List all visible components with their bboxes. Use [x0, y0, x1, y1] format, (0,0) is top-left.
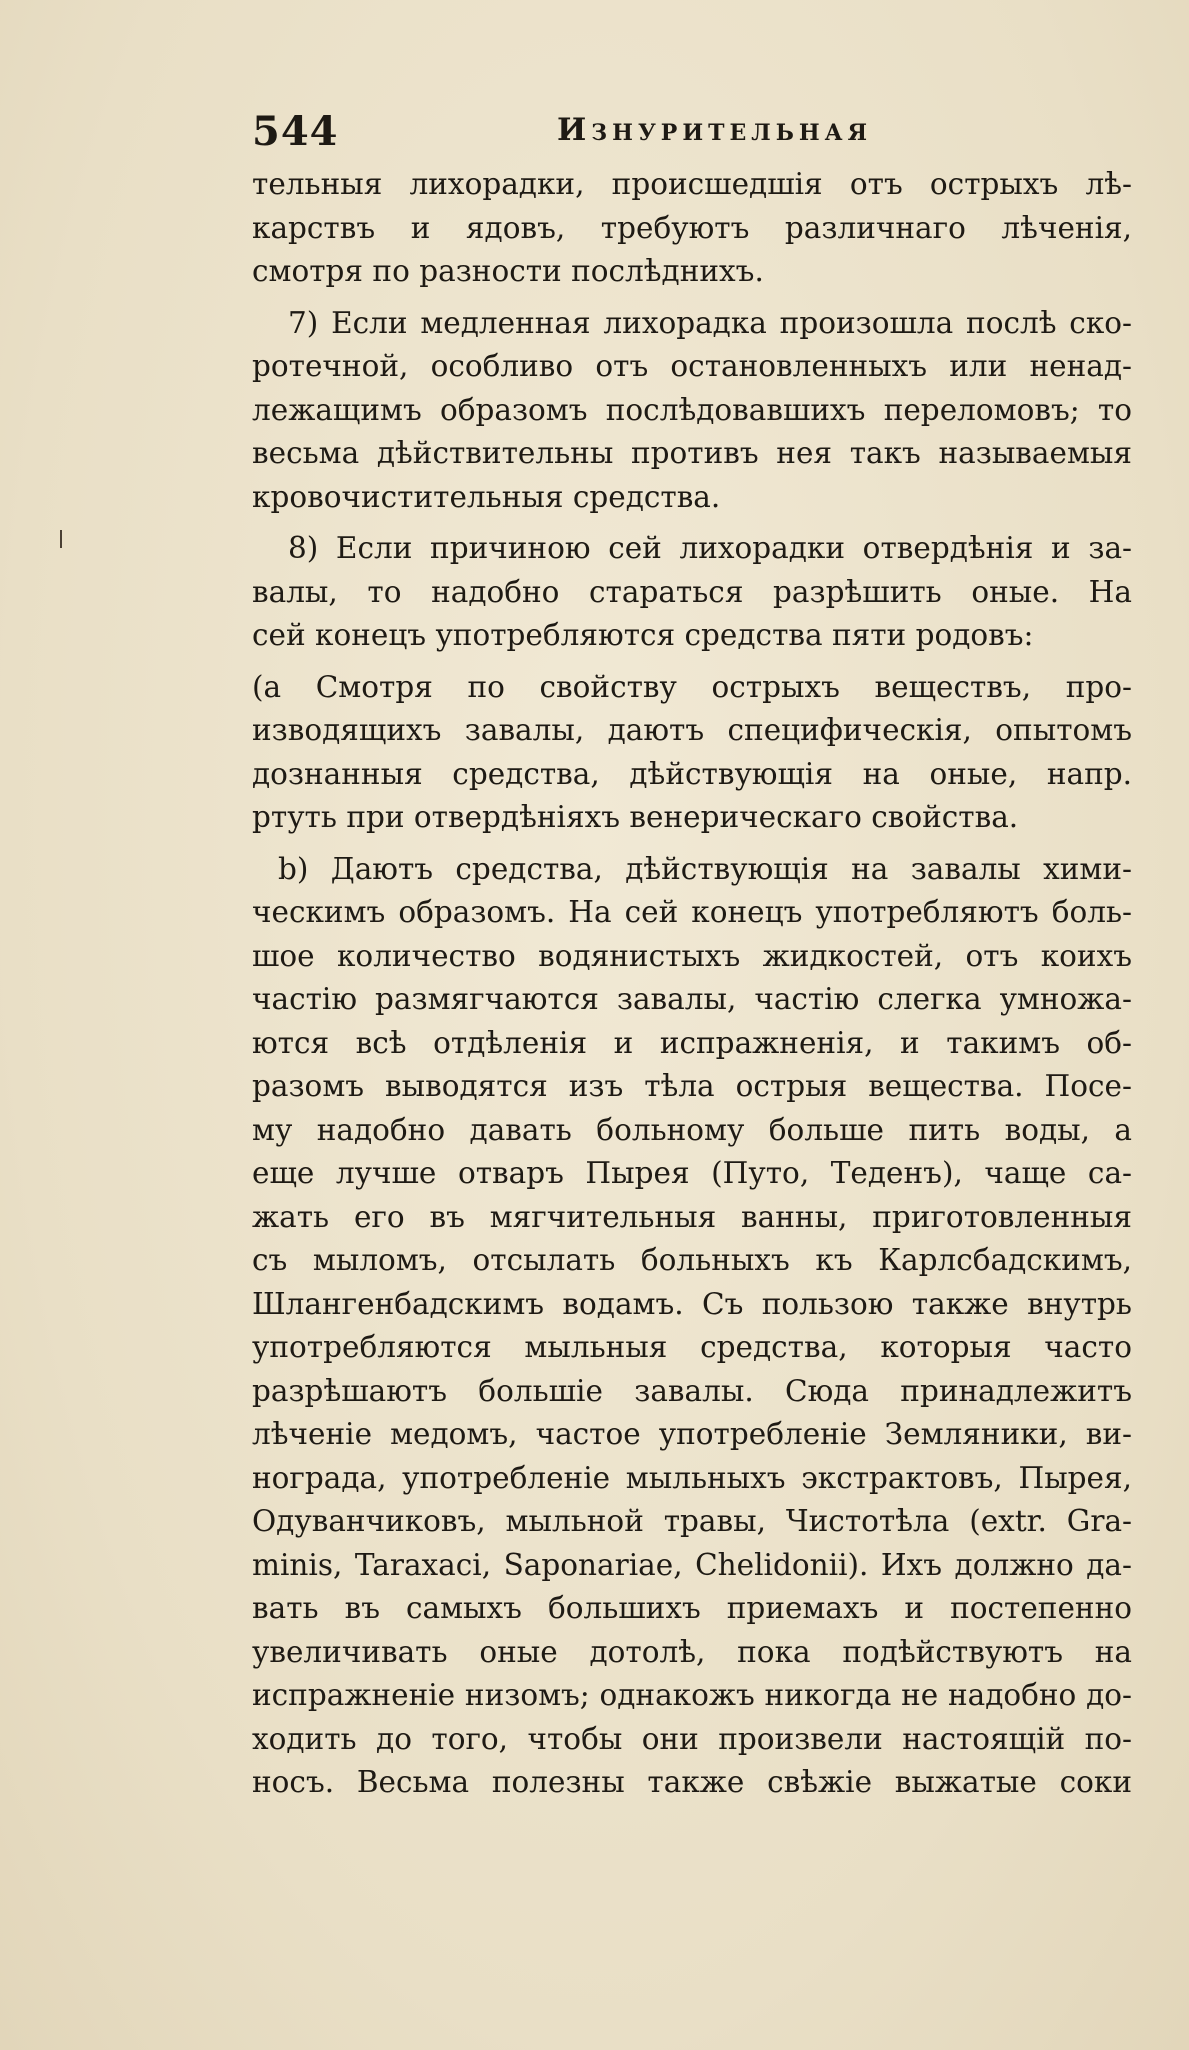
- text-line: ротечной, особливо отъ остановленныхъ или ненад-: [252, 349, 1132, 383]
- text-line: карствъ и ядовъ, требуютъ различнаго лѣченія,: [252, 210, 1132, 245]
- text-line: b) Даютъ средства, дѣйствующія на завалы хими-: [278, 851, 1132, 886]
- margin-mark: [60, 530, 62, 548]
- text-line: испражненіе низомъ; однакожъ никогда не надобно до-: [252, 1678, 1132, 1712]
- text-line: ются всѣ отдѣленія и испражненія, и такимъ об-: [252, 1025, 1132, 1060]
- text-line: нограда, употребленіе мыльныхъ экстрактовъ, Пырея,: [252, 1460, 1132, 1495]
- running-title: Изнурительная: [557, 112, 872, 148]
- text-line: ртуть при отвердѣніяхъ венерическаго свойства.: [252, 800, 1019, 834]
- text-line: лежащимъ образомъ послѣдовавшихъ переломовъ; то: [252, 392, 1132, 427]
- text-line: шое количество водянистыхъ жидкостей, отъ коихъ: [252, 938, 1132, 973]
- text-line: ходить до того, чтобы они произвели настоящій по-: [252, 1721, 1132, 1756]
- text-line: (а Смотря по свойству острыхъ веществъ, про-: [252, 669, 1132, 704]
- page-number: 544: [252, 108, 339, 155]
- text-line: употребляются мыльныя средства, которыя часто: [252, 1330, 1132, 1364]
- text-line: сей конецъ употребляются средства пяти родовъ:: [252, 618, 1034, 652]
- text-line: носъ. Весьма полезны также свѣжіе выжатые соки: [252, 1765, 1132, 1799]
- text-line: ческимъ образомъ. На сей конецъ употребляютъ боль-: [252, 895, 1132, 929]
- text-line: смотря по разности послѣднихъ.: [252, 254, 764, 288]
- text-line: тельныя лихорадки, происшедшія отъ острыхъ лѣ-: [252, 167, 1132, 201]
- text-line: му надобно давать больному больше пить воды, а: [252, 1112, 1132, 1147]
- text-line: 7) Если медленная лихорадка произошла послѣ ско-: [288, 305, 1132, 340]
- text-line: еще лучше отваръ Пырея (Путо, Теденъ), чаще са-: [252, 1156, 1132, 1190]
- text-line: частію размягчаются завалы, частію слегка умножа-: [252, 982, 1132, 1016]
- text-line: жать его въ мягчительныя ванны, приготовленныя: [252, 1199, 1132, 1234]
- text-line: дознанныя средства, дѣйствующія на оные, напр.: [252, 756, 1132, 791]
- body-text: [252, 163, 1132, 1805]
- text-line: лѣченіе медомъ, частое употребленіе Земляники, ви-: [252, 1417, 1132, 1451]
- page-header: [252, 108, 1132, 158]
- text-line: 8) Если причиною сей лихорадки отвердѣнія и за-: [288, 531, 1132, 565]
- text-line: вать въ самыхъ большихъ приемахъ и постепенно: [252, 1591, 1132, 1625]
- text-line: Шлангенбадскимъ водамъ. Съ пользою также внутрь: [252, 1286, 1132, 1321]
- text-line: увеличивать оные дотолѣ, пока подѣйствуютъ на: [252, 1634, 1132, 1669]
- text-line: Одуванчиковъ, мыльной травы, Чистотѣла (extr. Gra-: [252, 1504, 1132, 1538]
- text-line: валы, то надобно стараться разрѣшить оные. На: [252, 574, 1132, 609]
- text-line: изводящихъ завалы, даютъ специфическія, опытомъ: [252, 713, 1132, 747]
- text-line: кровочистительныя средства.: [252, 479, 721, 514]
- text-line: весьма дѣйствительны противъ нея такъ называемыя: [252, 436, 1132, 470]
- text-line: minis, Taraxaci, Saponariae, Chelidonii). Ихъ должно да-: [252, 1547, 1132, 1582]
- text-line: разомъ выводятся изъ тѣла острыя вещества. Посе-: [252, 1069, 1132, 1103]
- text-line: съ мыломъ, отсылать больныхъ къ Карлсбадскимъ,: [252, 1243, 1132, 1277]
- text-line: разрѣшаютъ большіе завалы. Сюда принадлежитъ: [252, 1373, 1132, 1408]
